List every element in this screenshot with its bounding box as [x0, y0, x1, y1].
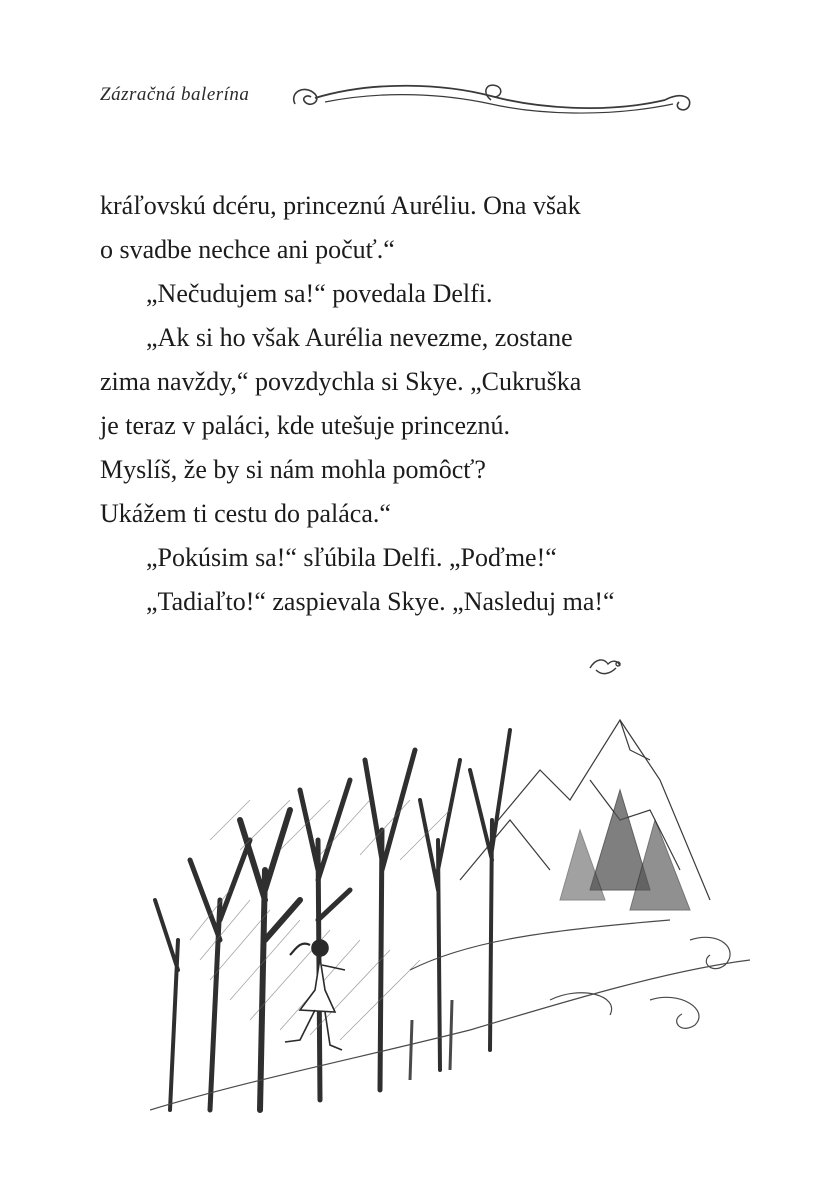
girl-figure [285, 940, 345, 1050]
decorative-flourish [285, 74, 697, 126]
text-line: o svadbe nechce ani počuť.“ [100, 235, 395, 264]
text-line: Myslíš, že by si nám mohla pomôcť? [100, 455, 486, 484]
text-line: je teraz v paláci, kde utešuje princeznú. [100, 411, 511, 440]
snow-ground [150, 920, 750, 1110]
bird-icon [590, 660, 620, 674]
running-head: Zázračná balerína [100, 84, 250, 105]
forest-illustration [150, 640, 750, 1140]
bare-trees [155, 730, 510, 1110]
text-line: „Pokúsim sa!“ sľúbila Delfi. „Poďme!“ [146, 543, 557, 572]
text-line: zima navždy,“ povzdychla si Skye. „Cukruška [100, 367, 582, 396]
story-text [100, 184, 740, 624]
text-line: Ukážem ti cestu do paláca.“ [100, 499, 391, 528]
text-line: kráľovskú dcéru, princeznú Auréliu. Ona však [100, 191, 581, 220]
text-line: „Nečudujem sa!“ povedala Delfi. [146, 279, 493, 308]
text-line: „Tadiaľto!“ zaspievala Skye. „Nasleduj ma!“ [146, 587, 615, 616]
text-line: „Ak si ho však Aurélia nevezme, zostane [146, 323, 573, 352]
